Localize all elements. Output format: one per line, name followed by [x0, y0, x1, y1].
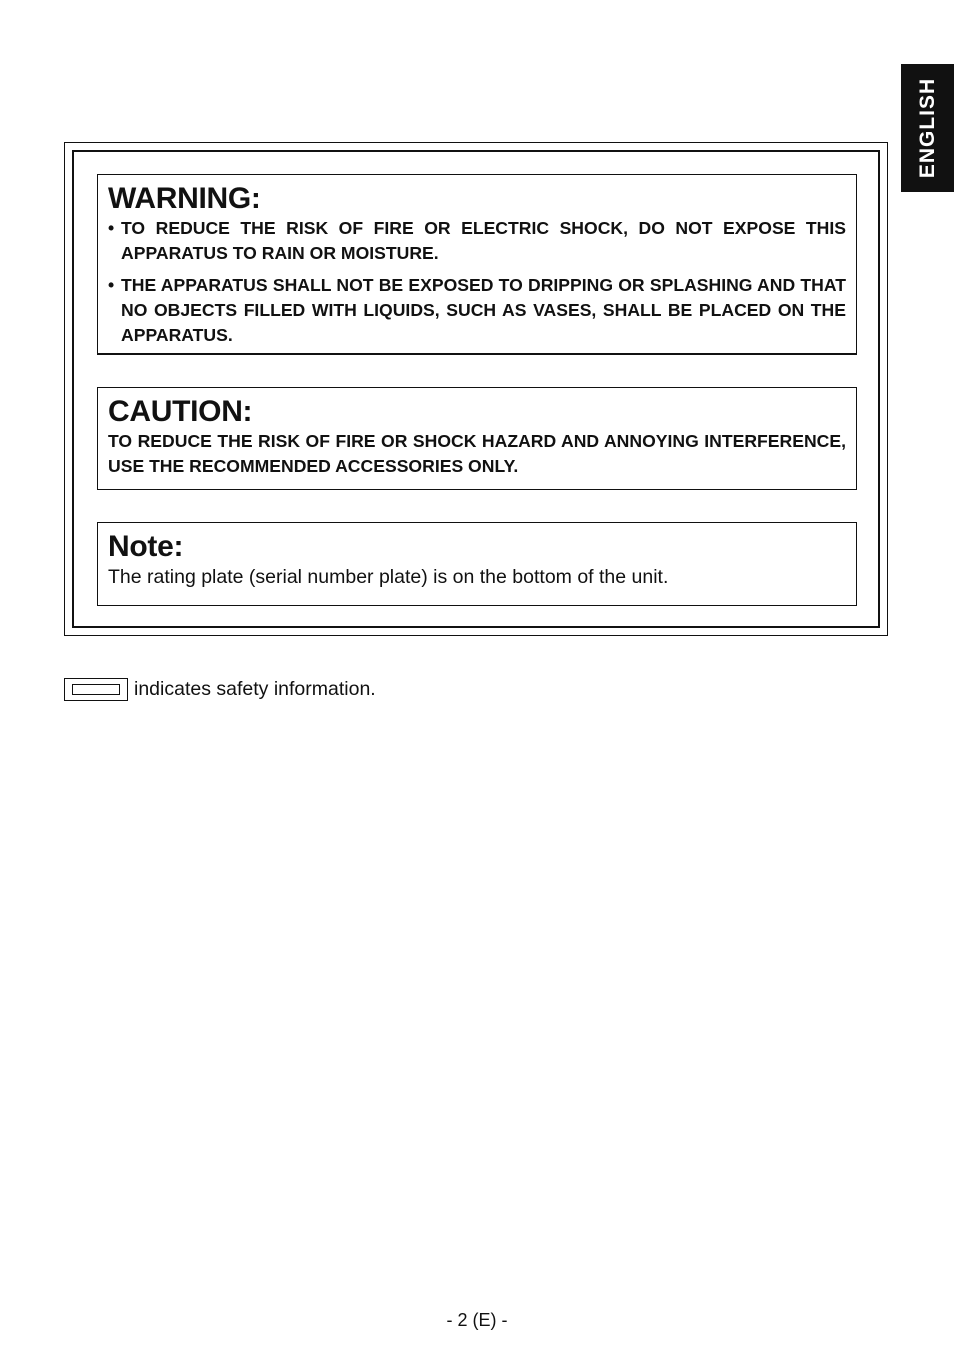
caution-text: TO REDUCE THE RISK OF FIRE OR SHOCK HAZARD AND ANNOYING INTERFERENCE, USE THE RECOMMENDED ACCESSORIES ONLY. [108, 431, 846, 476]
caution-heading: CAUTION: [108, 395, 253, 428]
page-number: - 2 (E) - [446, 1310, 508, 1330]
warning-heading: WARNING: [108, 182, 261, 215]
note-heading: Note: [108, 530, 184, 563]
language-tab-label: ENGLISH [915, 77, 939, 179]
warning-list [108, 216, 846, 348]
safety-legend [64, 676, 376, 702]
safety-frame-symbol-icon [64, 678, 128, 701]
warning-box [97, 174, 857, 355]
note-box [97, 522, 857, 606]
legend-text: indicates safety information. [134, 678, 376, 700]
warning-item: • TO REDUCE THE RISK OF FIRE OR ELECTRIC SHOCK, DO NOT EXPOSE THIS APPARATUS TO RAIN OR MOISTURE. [108, 216, 846, 266]
note-text: The rating plate (serial number plate) is on the bottom of the unit. [108, 566, 669, 588]
caution-box [97, 387, 857, 490]
warning-item: • THE APPARATUS SHALL NOT BE EXPOSED TO DRIPPING OR SPLASHING AND THAT NO OBJECTS FILLED WITH LIQUIDS, SUCH AS VASES, SHALL BE PLACED ON THE APPARATUS. [108, 273, 846, 348]
language-tab [901, 64, 954, 192]
